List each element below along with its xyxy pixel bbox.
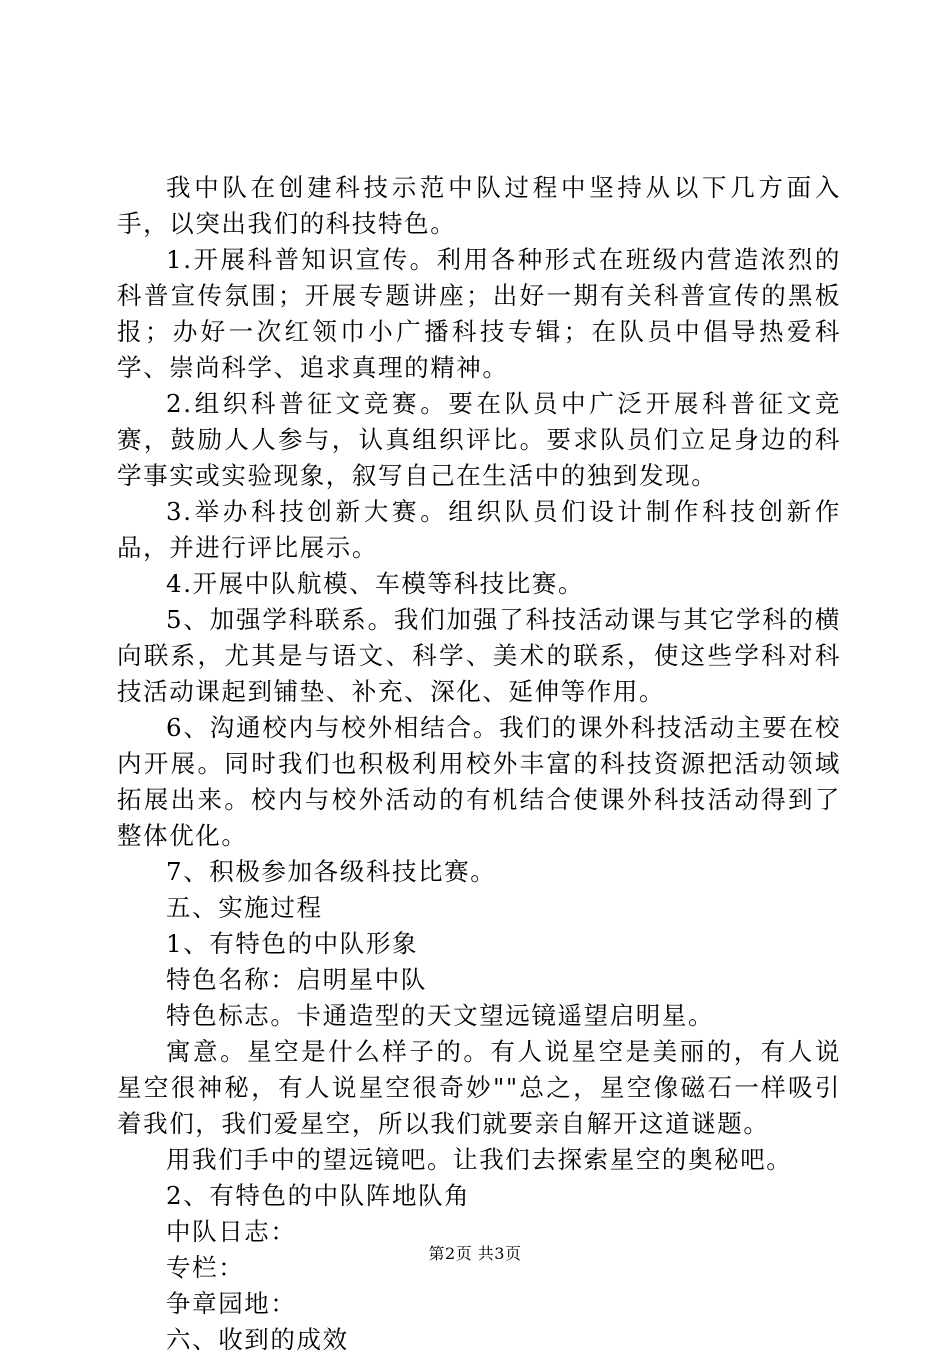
paragraph-item-7: 7、积极参加各级科技比赛。 [166,857,497,886]
subheading-image: 1、有特色的中队形象 [166,929,419,958]
page-footer: 第2页 共3页 [428,1244,522,1263]
paragraph-telescope: 用我们手中的望远镜吧。让我们去探索星空的奥秘吧。 [166,1145,793,1174]
paragraph-badge-garden: 争章园地： [166,1289,297,1318]
paragraph-column: 专栏： [166,1253,245,1282]
paragraph-feature-name: 特色名称：启明星中队 [166,965,427,994]
document-body [117,170,841,1358]
paragraph-feature-logo: 特色标志。卡通造型的天文望远镜遥望启明星。 [166,1001,715,1030]
paragraph-item-6: 6、沟通校内与校外相结合。我们的课外科技活动主要在校内开展。同时我们也积极利用校外丰富的科技资源把活动领域拓展出来。校内与校外活动的有机结合使课外科技活动得到了整体优化。 [117,713,841,850]
paragraph-item-3: 3.举办科技创新大赛。组织队员们设计制作科技创新作品，并进行评比展示。 [117,497,841,562]
section-heading-5: 五、实施过程 [166,893,323,922]
paragraph-item-1: 1.开展科普知识宣传。利用各种形式在班级内营造浓烈的科普宣传氛围；开展专题讲座；出好一期有关科普宣传的黑板报；办好一次红领巾小广播科技专辑；在队员中倡导热爱科学、崇尚科学、追求真理的精神。 [117,245,841,382]
subheading-corner: 2、有特色的中队阵地队角 [166,1181,471,1210]
section-heading-6: 六、收到的成效 [166,1325,349,1354]
paragraph-log: 中队日志： [166,1217,297,1246]
paragraph-item-5: 5、加强学科联系。我们加强了科技活动课与其它学科的横向联系，尤其是与语文、科学、美术的联系，使这些学科对科技活动课起到铺垫、补充、深化、延伸等作用。 [117,605,841,706]
paragraph-intro: 我中队在创建科技示范中队过程中坚持从以下几方面入手，以突出我们的科技特色。 [117,173,841,238]
paragraph-item-4: 4.开展中队航模、车模等科技比赛。 [166,569,585,598]
paragraph-item-2: 2.组织科普征文竞赛。要在队员中广泛开展科普征文竞赛，鼓励人人参与，认真组织评比。要求队员们立足身边的科学事实或实验现象，叙写自己在生活中的独到发现。 [117,389,841,490]
paragraph-meaning: 寓意。星空是什么样子的。有人说星空是美丽的，有人说星空很神秘，有人说星空很奇妙""总之，星空像磁石一样吸引着我们，我们爱星空，所以我们就要亲自解开这道谜题。 [117,1037,841,1138]
